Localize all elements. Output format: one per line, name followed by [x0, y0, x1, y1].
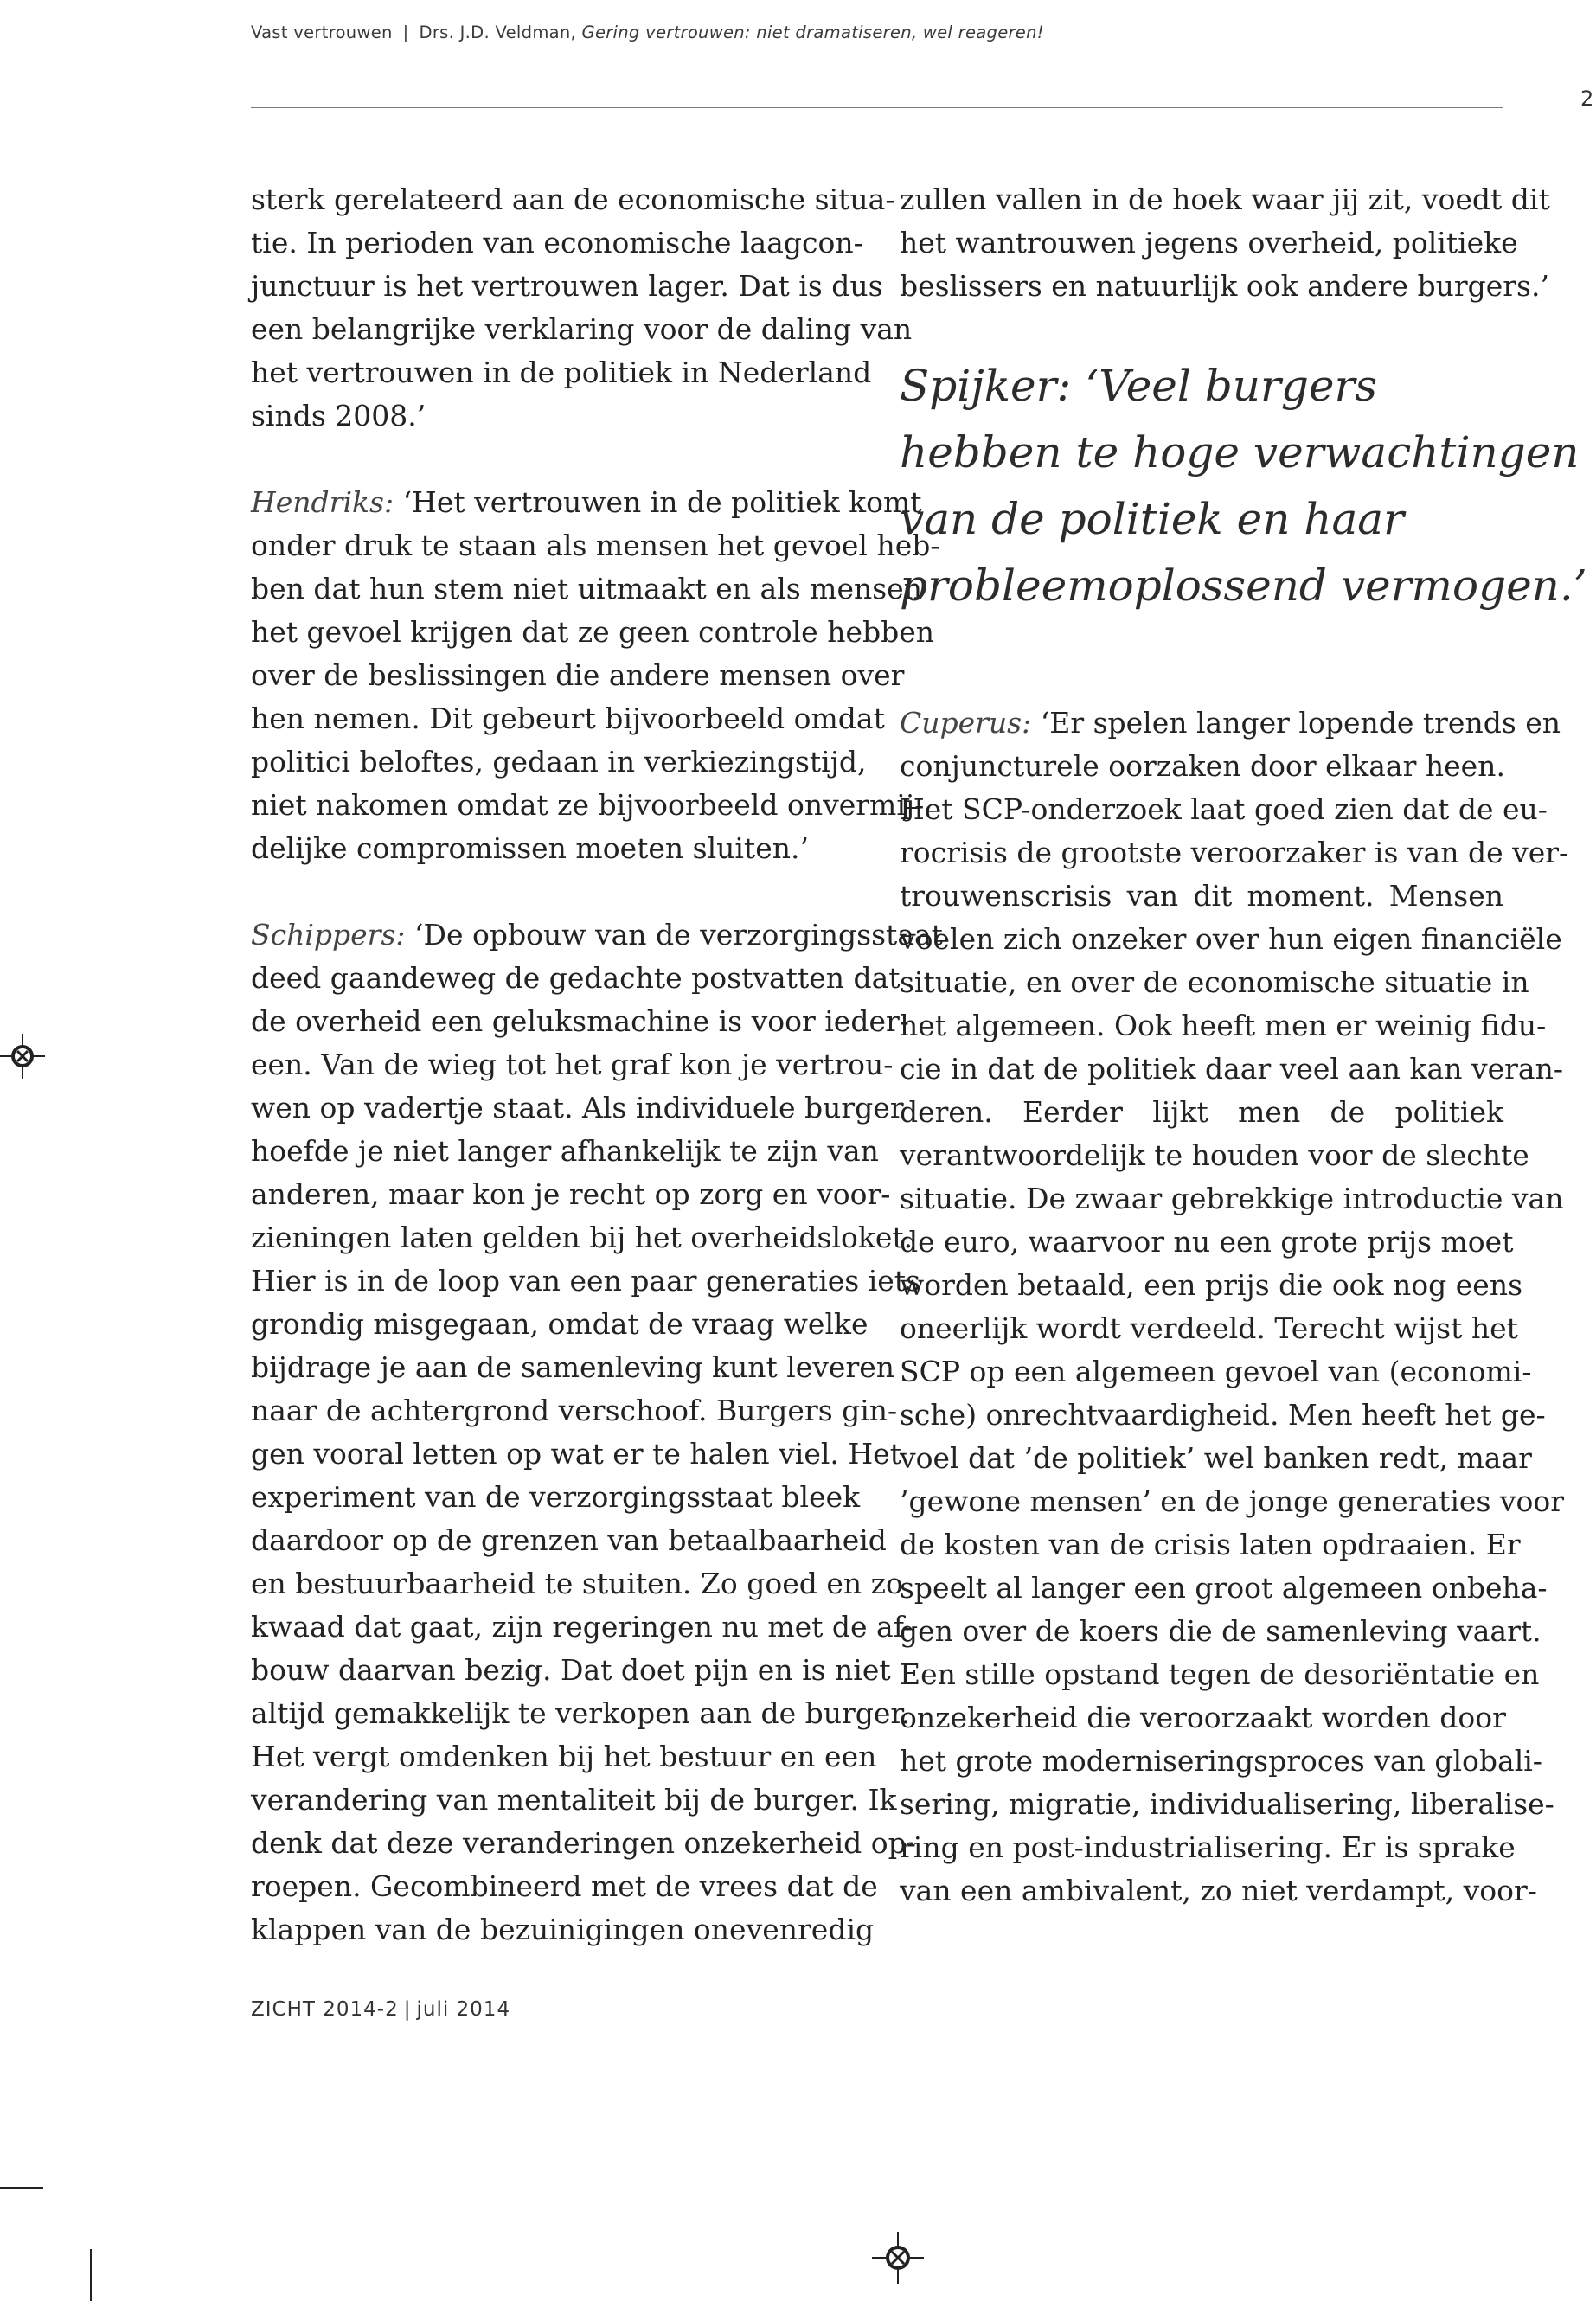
text-line: het vertrouwen in de politiek in Nederland: [251, 356, 872, 389]
text-line: rocrisis de grootste veroorzaker is van de ver-: [900, 836, 1569, 869]
header-article-title: Gering vertrouwen: niet dramatiseren, wel reageren!: [581, 22, 1044, 42]
text-line: hoefde je niet langer afhankelijk te zijn van: [251, 1134, 879, 1168]
text-line: en bestuurbaarheid te stuiten. Zo goed en zo: [251, 1567, 903, 1600]
pull-quote-line: Spijker: ‘Veel burgers: [900, 361, 1378, 411]
text-line: beslissers en natuurlijk ook andere burgers.’: [900, 269, 1549, 303]
text-line: junctuur is het vertrouwen lager. Dat is dus: [251, 269, 883, 303]
page-number: 2: [1580, 87, 1594, 111]
text-line: ben dat hun stem niet uitmaakt en als mensen: [251, 572, 922, 606]
text-line: deed gaandeweg de gedachte postvatten dat: [251, 961, 901, 995]
header-section: Vast vertrouwen: [251, 22, 393, 42]
text-line: SCP op een algemeen gevoel van (economi-: [900, 1355, 1532, 1388]
footer-separator: |: [403, 1998, 412, 2021]
paragraph-hendriks: [251, 481, 940, 870]
text-line: daardoor op de grenzen van betaalbaarheid: [251, 1523, 887, 1557]
paragraph-right-1: [900, 178, 1550, 308]
text-line: de overheid een geluksmachine is voor ieder-: [251, 1004, 909, 1038]
text-line: verandering van mentaliteit bij de burger. Ik: [251, 1783, 897, 1817]
text-line: [900, 702, 1561, 745]
paragraph-gap: [251, 438, 855, 481]
registration-mark-icon: [872, 2232, 924, 2284]
text-line: ring en post-industrialisering. Er is sprake: [900, 1830, 1516, 1864]
paragraph-gap: [251, 870, 855, 913]
text-line: anderen, maar kon je recht op zorg en voor-: [251, 1177, 891, 1211]
text-line: Hier is in de loop van een paar generaties iets: [251, 1264, 920, 1298]
text-line: een belangrijke verklaring voor de daling van: [251, 312, 913, 346]
text-line-rest: ‘De opbouw van de verzorgingsstaat: [405, 918, 943, 952]
text-line: politici beloftes, gedaan in verkiezingstijd,: [251, 745, 867, 779]
text-line: zullen vallen in de hoek waar jij zit, voedt dit: [900, 183, 1550, 216]
text-line: over de beslissingen die andere mensen over: [251, 658, 905, 692]
crop-mark: [90, 2249, 92, 2301]
page-footer: [251, 1998, 510, 2021]
text-line: verantwoordelijk te houden voor de slechte: [900, 1138, 1529, 1172]
text-line: [251, 913, 943, 957]
text-line: Het vergt omdenken bij het bestuur en een: [251, 1740, 877, 1773]
text-line: speelt al langer een groot algemeen onbeha-: [900, 1571, 1548, 1605]
text-line: het algemeen. Ook heeft men er weinig fidu-: [900, 1009, 1547, 1042]
right-column: [900, 178, 1587, 1913]
text-line: bouw daarvan bezig. Dat doet pijn en is niet: [251, 1653, 891, 1687]
text-line: cie in dat de politiek daar veel aan kan veran-: [900, 1052, 1563, 1086]
text-line: worden betaald, een prijs die ook nog eens: [900, 1268, 1523, 1302]
text-line: onzekerheid die veroorzaakt worden door: [900, 1701, 1506, 1734]
text-line: kwaad dat gaat, zijn regeringen nu met de af-: [251, 1610, 913, 1644]
pull-quote-line: hebben te hoge verwachtingen: [900, 427, 1580, 478]
text-line: sering, migratie, individualisering, liberalise-: [900, 1787, 1554, 1821]
text-line: de euro, waarvoor nu een grote prijs moet: [900, 1225, 1514, 1259]
header-author: Drs. J.D. Veldman,: [419, 22, 577, 42]
header-separator: |: [402, 22, 409, 42]
text-line: deren. Eerder lijkt men de politiek: [900, 1095, 1503, 1129]
text-line: het grote moderniseringsproces van globali-: [900, 1744, 1542, 1778]
text-line: sche) onrechtvaardigheid. Men heeft het ge-: [900, 1398, 1546, 1432]
text-line: klappen van de bezuinigingen onevenredig: [251, 1913, 875, 1946]
speaker-cuperus: Cuperus:: [900, 706, 1032, 740]
text-line: een. Van de wieg tot het graf kon je vertrou-: [251, 1048, 894, 1081]
text-line: gen over de koers die de samenleving vaart.: [900, 1614, 1542, 1648]
text-line: conjuncturele oorzaken door elkaar heen.: [900, 749, 1505, 783]
text-line: sinds 2008.’: [251, 399, 426, 433]
text-line: niet nakomen omdat ze bijvoorbeeld onvermij-: [251, 788, 925, 822]
pull-quote-line: van de politiek en haar: [900, 494, 1405, 544]
text-line: de kosten van de crisis laten opdraaien. Er: [900, 1528, 1521, 1561]
text-line: naar de achtergrond verschoof. Burgers gin-: [251, 1394, 898, 1427]
text-line: experiment van de verzorgingsstaat bleek: [251, 1480, 861, 1514]
pull-quote: [900, 353, 1587, 619]
paragraph-cuperus: [900, 702, 1569, 1913]
text-line: oneerlijk wordt verdeeld. Terecht wijst het: [900, 1311, 1518, 1345]
left-column: [251, 178, 943, 1952]
footer-date: juli 2014: [416, 1998, 511, 2021]
header-rule: [251, 107, 1503, 108]
text-line-rest: ‘Er spelen langer lopende trends en: [1031, 706, 1561, 740]
text-line: gen vooral letten op wat er te halen viel. Het: [251, 1437, 901, 1471]
text-line: bijdrage je aan de samenleving kunt leveren: [251, 1350, 895, 1384]
paragraph-schippers: [251, 913, 943, 1952]
text-line: sterk gerelateerd aan de economische situa-: [251, 183, 895, 216]
pull-quote-gap: [900, 619, 1503, 702]
speaker-schippers: Schippers:: [251, 918, 406, 952]
text-line: Het SCP-onderzoek laat goed zien dat de eu-: [900, 792, 1548, 826]
registration-mark-icon: [0, 1034, 45, 1079]
pull-quote-gap: [900, 308, 1503, 353]
text-line: tie. In perioden van economische laagcon-: [251, 226, 863, 260]
speaker-hendriks: Hendriks:: [251, 485, 394, 519]
text-line: situatie. De zwaar gebrekkige introductie van: [900, 1182, 1564, 1215]
text-line: voel dat ’de politiek’ wel banken redt, maar: [900, 1441, 1532, 1475]
running-header: [251, 22, 1505, 42]
text-line: hen nemen. Dit gebeurt bijvoorbeeld omdat: [251, 702, 885, 735]
text-line: grondig misgegaan, omdat de vraag welke: [251, 1307, 869, 1341]
text-line-rest: ‘Het vertrouwen in de politiek komt: [394, 485, 922, 519]
text-line: roepen. Gecombineerd met de vrees dat de: [251, 1869, 878, 1903]
text-line: zieningen laten gelden bij het overheidsloket.: [251, 1221, 913, 1254]
text-line: trouwenscrisis van dit moment. Mensen: [900, 879, 1503, 913]
text-line: ’gewone mensen’ en de jonge generaties voor: [900, 1484, 1565, 1518]
text-line: delijke compromissen moeten sluiten.’: [251, 831, 809, 865]
paragraph-left-1: [251, 178, 913, 438]
text-line: altijd gemakkelijk te verkopen aan de burger.: [251, 1696, 911, 1730]
text-line: het wantrouwen jegens overheid, politieke: [900, 226, 1518, 260]
text-line: [251, 481, 922, 524]
pull-quote-line: probleemoplossend vermogen.’: [900, 561, 1587, 611]
text-line: onder druk te staan als mensen het gevoel heb-: [251, 529, 940, 562]
text-line: denk dat deze veranderingen onzekerheid op-: [251, 1826, 916, 1860]
text-line: Een stille opstand tegen de desoriëntatie en: [900, 1657, 1540, 1691]
text-line: van een ambivalent, zo niet verdampt, voor-: [900, 1874, 1537, 1907]
text-line: situatie, en over de economische situatie in: [900, 965, 1529, 999]
crop-mark: [0, 2187, 43, 2189]
text-line: wen op vadertje staat. Als individuele burger: [251, 1091, 904, 1125]
footer-journal: ZICHT 2014-2: [251, 1998, 399, 2021]
text-line: voelen zich onzeker over hun eigen financiële: [900, 922, 1562, 956]
text-line: het gevoel krijgen dat ze geen controle hebben: [251, 615, 935, 649]
